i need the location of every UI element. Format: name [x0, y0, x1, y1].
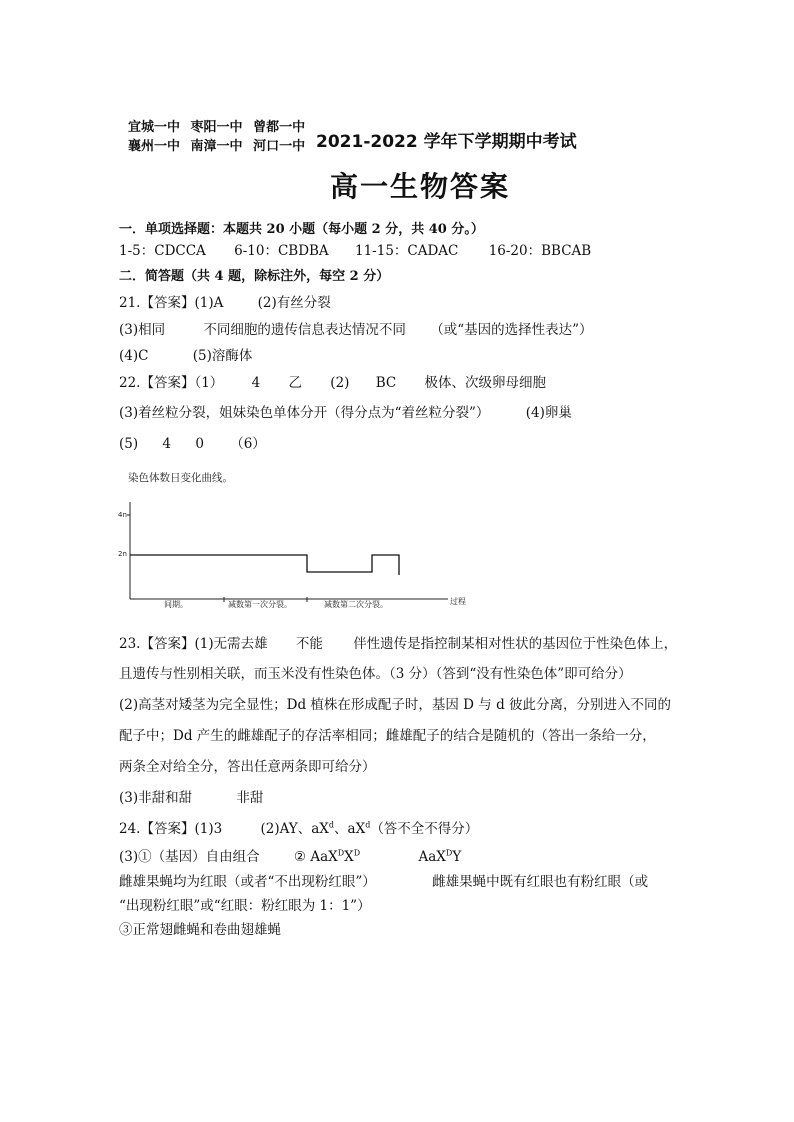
school-row-2 — [128, 137, 311, 156]
school-name: 河口一中 — [253, 139, 306, 154]
q24-line-2 — [119, 845, 461, 865]
q23-answer-3a: (3)非甜和甜 — [119, 790, 193, 806]
superscript: D — [353, 848, 361, 858]
q22-answer-5a: 4 — [162, 436, 172, 452]
q23-line-4: 配子中；Dd 产生的雌雄配子的存活率相同；雌雄配子的结合是随机的（答出一条给一分， — [119, 728, 656, 744]
section-1-heading: 一．单项选择题：本题共 20 小题（每小题 2 分，共 40 分。） — [119, 222, 484, 237]
school-list — [128, 118, 311, 156]
q21-line-1 — [119, 291, 331, 311]
q23-line-2: 且遗传与性别相关联，而玉米没有性染色体。（3 分）（答到“没有性染色体”即可给分） — [119, 666, 632, 682]
y-tick-4n: 4n — [118, 511, 127, 519]
q22-answer-4: (4)卵巢 — [525, 405, 572, 421]
q22-answer-2: (2) — [330, 375, 350, 391]
q24-line-3 — [119, 870, 648, 890]
q22-line-3 — [119, 432, 266, 452]
exam-title: 2021-2022 学年下学期期中考试 — [316, 132, 577, 152]
page-title: 高一生物答案 — [330, 170, 511, 203]
genotype-text: ② AaX — [293, 849, 338, 865]
school-name: 宜城一中 — [128, 120, 181, 135]
genotype-text: (2)AY、aX — [260, 821, 329, 837]
q24-answer-3-1: (3)①（基因）自由组合 — [119, 849, 260, 865]
q24-answer-2 — [260, 821, 478, 837]
genotype-text: Y — [452, 849, 462, 865]
mc-answer-group: 1-5：CDCCA — [119, 243, 206, 259]
q21-line-2 — [119, 318, 593, 338]
q24-line-4: “出现粉红眼”或“红眼：粉红眼为 1：1”） — [119, 898, 371, 914]
q24-line-1 — [119, 817, 478, 837]
q22-answer-1: 22.【答案】（1） — [119, 375, 224, 391]
q21-answer-3b: 不同细胞的遗传信息表达情况不同 — [203, 322, 406, 338]
mc-answer-group: 16-20：BBCAB — [488, 243, 592, 259]
q21-answer-2: (2)有丝分裂 — [257, 295, 331, 311]
genotype-text: 、aX — [334, 821, 366, 837]
q23-line-3: (2)高茎对矮茎为完全显性；Dd 植株在形成配子时，基因 D 与 d 彼此分离，分别进入不同的 — [119, 697, 672, 713]
note-text: （答不全不得分） — [370, 821, 479, 837]
stage-label-interphase: 间期。 — [164, 600, 188, 609]
mc-answer-group: 6-10：CBDBA — [234, 243, 329, 259]
q22-answer-6: （6） — [230, 436, 266, 452]
q23-answer-1b: 不能 — [295, 636, 323, 652]
q21-line-3 — [119, 344, 252, 364]
q24-answer-3-3a: 雌雄果蝇均为红眼（或者“不出现粉红眼”） — [119, 874, 376, 890]
q24-answer-3-2a — [294, 849, 360, 865]
q23-answer-3b: 非甜 — [236, 790, 264, 806]
chromosome-count-chart — [110, 462, 490, 612]
stage-label-meiosis-2: 减数第二次分裂。 — [324, 600, 388, 609]
q24-answer-3-3b: 雌雄果蝇中既有红眼也有粉红眼（或 — [432, 874, 649, 890]
q22-answer-1a: 4 — [251, 375, 261, 391]
superscript: D — [445, 848, 453, 858]
q21-answer-1: 21.【答案】(1)A — [119, 295, 224, 311]
q23-line-5: 两条全对给全分，答出任意两条即可给分） — [119, 759, 376, 775]
school-name: 枣阳一中 — [190, 120, 243, 135]
section-2-heading: 二．简答题（共 4 题，除标注外，每空 2 分） — [119, 269, 390, 284]
superscript: D — [337, 848, 345, 858]
q22-answer-5: (5) — [119, 436, 139, 452]
genotype-text: X — [344, 849, 354, 865]
q21-answer-3a: (3)相同 — [119, 322, 166, 338]
superscript: d — [328, 820, 335, 830]
genotype-text: AaX — [418, 849, 446, 865]
q22-answer-3: (3)着丝粒分裂，姐妹染色单体分开（得分点为“着丝粒分裂”） — [119, 405, 490, 421]
y-tick-2n: 2n — [118, 550, 127, 558]
q22-line-2 — [119, 401, 572, 421]
superscript: d — [365, 820, 371, 830]
stage-label-meiosis-1: 减数第一次分裂。 — [228, 600, 292, 609]
q22-answer-2b: 极体、次级卵母细胞 — [424, 375, 547, 391]
q23-line-1 — [119, 632, 677, 652]
q21-answer-5: (5)溶酶体 — [192, 348, 253, 364]
chart-title: 染色体数日变化曲线。 — [128, 472, 233, 484]
school-name: 襄州一中 — [128, 139, 181, 154]
q22-answer-2a: BC — [375, 375, 397, 391]
q21-answer-4: (4)C — [119, 348, 149, 364]
q24-line-5: ③正常翅雌蝇和卷曲翅雄蝇 — [119, 922, 281, 938]
q23-answer-1a: 23.【答案】(1)无需去雄 — [119, 636, 268, 652]
q23-line-6 — [119, 786, 263, 806]
q23-answer-1c: 伴性遗传是指控制某相对性状的基因位于性染色体上， — [353, 636, 678, 652]
q22-answer-1b: 乙 — [288, 375, 302, 391]
school-name: 南漳一中 — [190, 139, 243, 154]
x-axis-label: 过程 — [450, 597, 466, 606]
mc-answers — [119, 239, 591, 259]
mc-answer-group: 11-15：CADAC — [354, 243, 459, 259]
q22-line-1 — [119, 371, 546, 391]
q24-answer-3-2b — [419, 849, 462, 865]
school-name: 曾都一中 — [253, 120, 306, 135]
q24-answer-1: 24.【答案】(1)3 — [119, 821, 223, 837]
q22-answer-5b: 0 — [195, 436, 204, 452]
school-row-1 — [128, 118, 311, 137]
q21-answer-3c: （或“基因的选择性表达”） — [430, 322, 593, 338]
chromosome-curve — [130, 555, 399, 575]
